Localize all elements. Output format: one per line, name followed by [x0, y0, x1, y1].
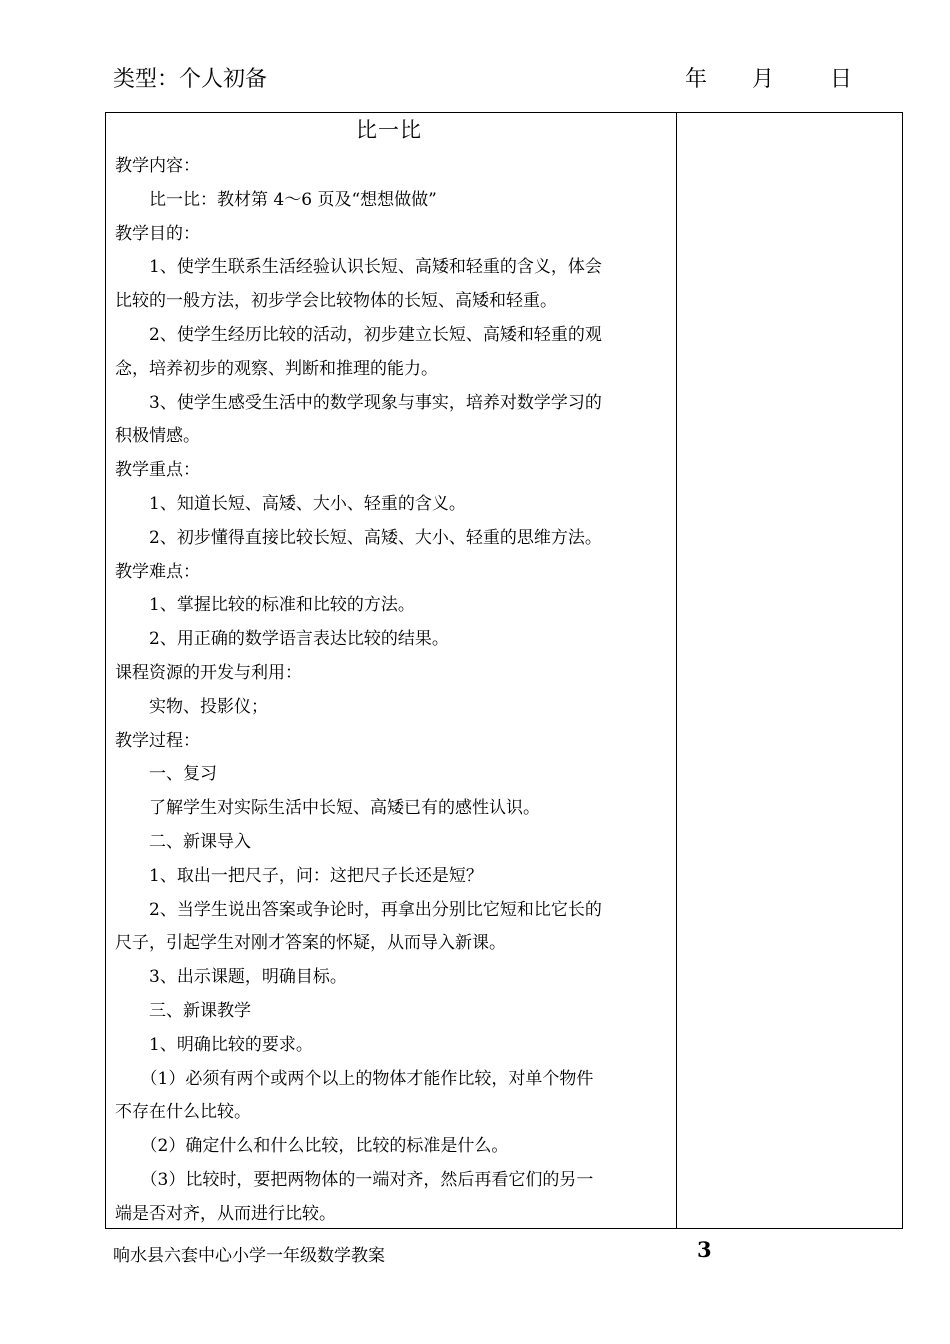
lesson-line: （2）确定什么和什么比较，比较的标准是什么。 [115, 1136, 509, 1157]
lesson-line: 二、新课导入 [115, 832, 251, 852]
lesson-line: 教学内容： [115, 156, 200, 176]
lesson-line: 端是否对齐，从而进行比较。 [115, 1203, 336, 1224]
lesson-line: 1、明确比较的要求。 [115, 1034, 313, 1055]
lesson-line: 念，培养初步的观察、判断和推理的能力。 [115, 358, 438, 379]
lesson-line: 实物、投影仪； [115, 696, 268, 717]
lesson-line: 1、知道长短、高矮、大小、轻重的含义。 [115, 494, 466, 514]
year-label: 年 [685, 67, 708, 92]
lesson-line: 比较的一般方法，初步学会比较物体的长短、高矮和轻重。 [115, 291, 557, 312]
lesson-line: 教学过程： [115, 730, 200, 751]
lesson-line: 教学难点： [115, 561, 200, 582]
lesson-line: 三、新课教学 [115, 1001, 251, 1021]
lesson-title: 比一比 [356, 118, 422, 142]
lesson-line: 2、用正确的数学语言表达比较的结果。 [115, 629, 449, 650]
month-label: 月 [752, 67, 775, 92]
lesson-line: 了解学生对实际生活中长短、高矮已有的感性认识。 [115, 798, 540, 819]
lesson-line: （1）必须有两个或两个以上的物体才能作比较，对单个物件 [115, 1068, 594, 1089]
lesson-line: 不存在什么比较。 [115, 1102, 251, 1123]
lesson-line: 课程资源的开发与利用： [115, 663, 302, 683]
lesson-line: 1、取出一把尺子，问：这把尺子长还是短？ [115, 865, 483, 886]
lesson-line: （3）比较时，要把两物体的一端对齐，然后再看它们的另一 [115, 1170, 594, 1190]
lesson-line: 教学重点： [115, 460, 200, 481]
day-label: 日 [830, 67, 853, 92]
lesson-table [105, 112, 903, 1229]
lesson-line: 3、使学生感受生活中的数学现象与事实，培养对数学学习的 [115, 392, 602, 413]
lesson-line: 2、使学生经历比较的活动，初步建立长短、高矮和轻重的观 [115, 325, 602, 345]
lesson-line: 1、使学生联系生活经验认识长短、高矮和轻重的含义，体会 [115, 257, 602, 278]
page-header [0, 62, 950, 96]
lesson-line: 一、复习 [115, 764, 217, 785]
lesson-line: 2、初步懂得直接比较长短、高矮、大小、轻重的思维方法。 [115, 527, 602, 548]
lesson-line: 2、当学生说出答案或争论时，再拿出分别比它短和比它长的 [115, 899, 602, 920]
lesson-line: 3、出示课题，明确目标。 [115, 967, 347, 988]
column-divider [676, 113, 677, 1228]
lesson-line: 比一比：教材第 4～6 页及“想想做做” [115, 189, 437, 210]
lesson-line: 教学目的： [115, 223, 200, 244]
footer-school-label: 响水县六套中心小学一年级数学教案 [113, 1246, 385, 1266]
page-number: 3 [697, 1237, 712, 1262]
lesson-type-label: 类型：个人初备 [113, 67, 268, 92]
lesson-line: 1、掌握比较的标准和比较的方法。 [115, 595, 415, 616]
lesson-line: 尺子，引起学生对刚才答案的怀疑，从而导入新课。 [115, 933, 506, 954]
lesson-line: 积极情感。 [115, 426, 200, 447]
